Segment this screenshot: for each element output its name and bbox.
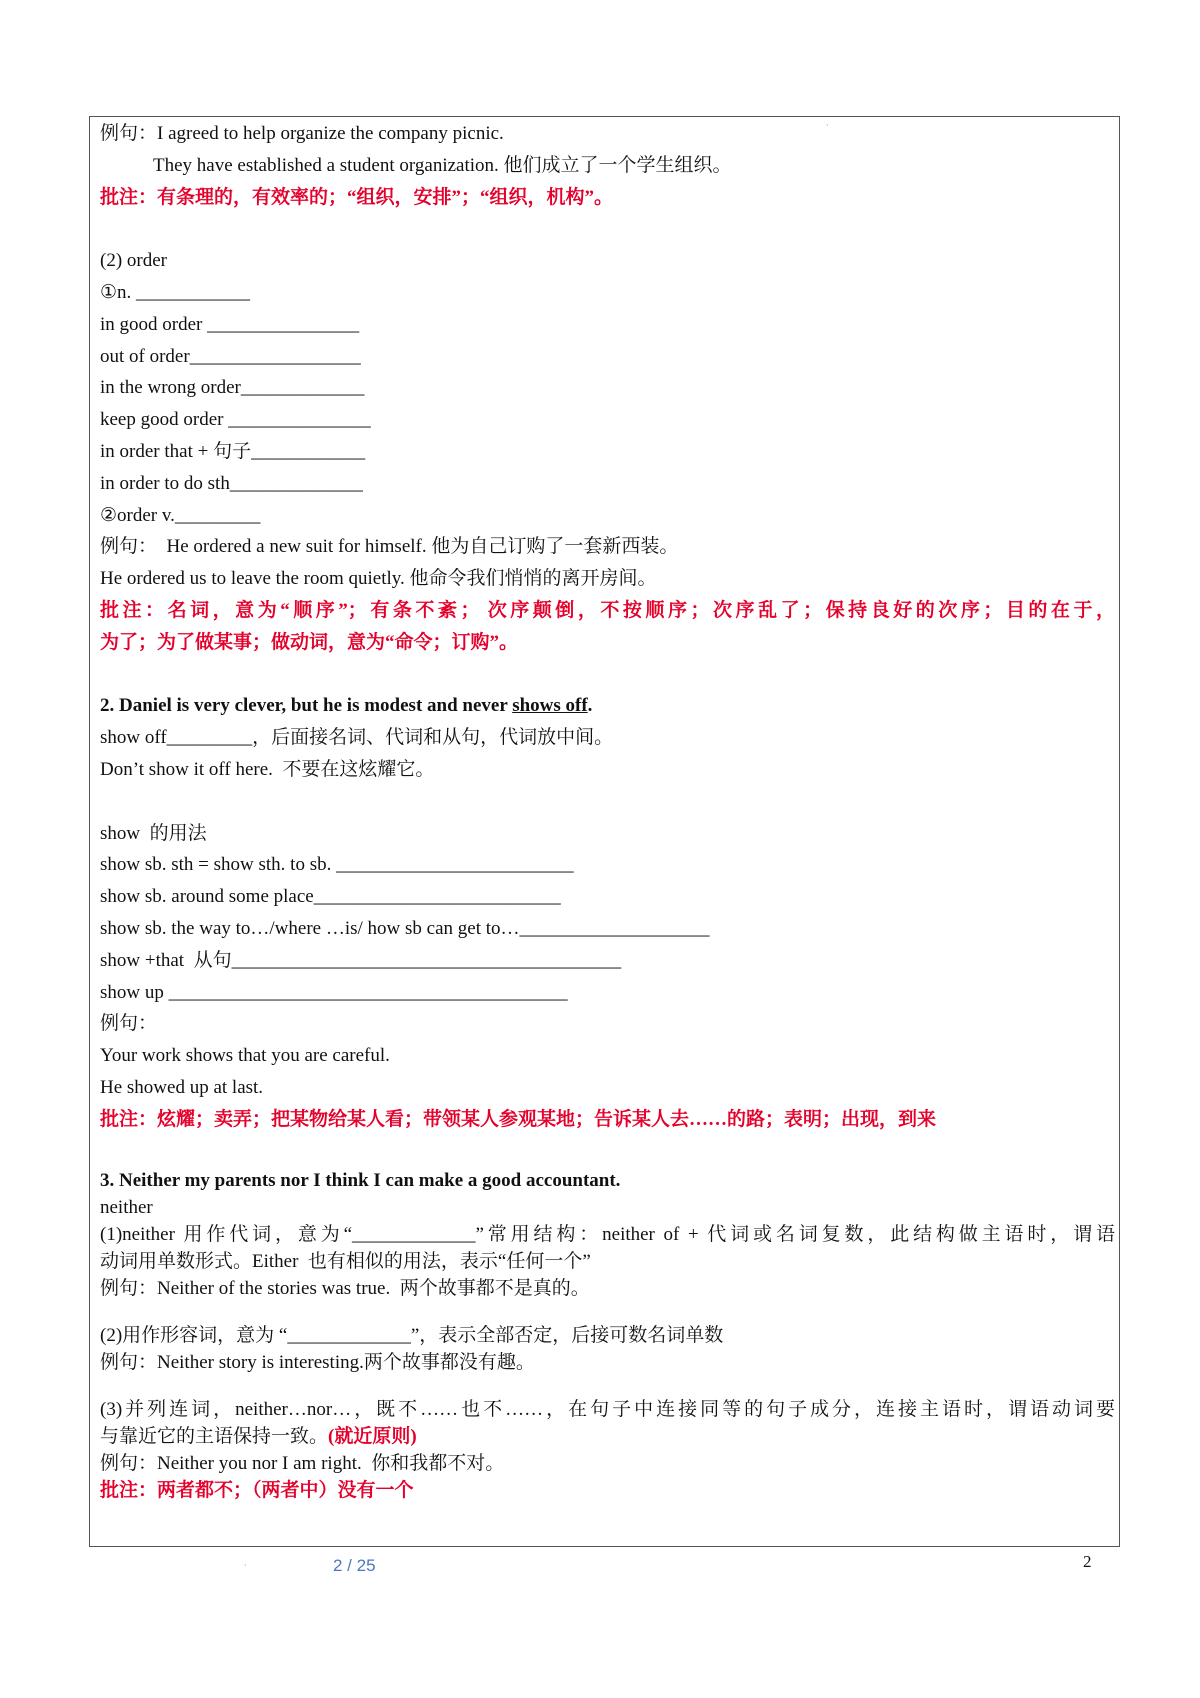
- fill-blank-line: ②order v._________: [100, 504, 261, 526]
- annotation-note: 批注：两者都不；（两者中）没有一个: [100, 1480, 414, 1502]
- section-heading: 3. Neither my parents nor I think I can make a good accountant.: [100, 1170, 621, 1192]
- section-heading: (2) order: [100, 250, 167, 272]
- subheading: show 的用法: [100, 822, 207, 844]
- explanation-text: 与靠近它的主语保持一致。(就近原则): [100, 1426, 417, 1448]
- page-indicator: 2 / 25: [333, 1556, 376, 1575]
- example-sentence: 例句：Neither of the stories was true. 两个故事都不是真的。: [100, 1278, 590, 1300]
- fill-blank-line: show up __________________________________________: [100, 981, 568, 1003]
- fill-blank-line: out of order__________________: [100, 345, 361, 367]
- example-sentence: Don’t show it off here. 不要在这炫耀它。: [100, 758, 435, 780]
- example-sentence: 例句：I agreed to help organize the company picnic.: [100, 123, 504, 144]
- document-body: [100, 118, 1115, 1504]
- explanation-text: (1)neither 用作代词，意为“_____________”常用结构：neither of + 代词或名词复数，此结构做主语时，谓语: [100, 1224, 1115, 1246]
- fill-blank-line: show off_________，后面接名词、代词和从句，代词放中间。: [100, 727, 614, 749]
- rule-label: (就近原则): [328, 1426, 417, 1448]
- fill-blank-line: in order that + 句子____________: [100, 440, 366, 462]
- subheading: neither: [100, 1197, 153, 1219]
- annotation-note: 批注：有条理的，有效率的；“组织，安排”；“组织，机构”。: [100, 186, 614, 208]
- example-sentence: 例句： He ordered a new suit for himself. 他为自己订购了一套新西装。: [100, 536, 679, 558]
- example-sentence: They have established a student organization. 他们成立了一个学生组织。: [153, 154, 732, 176]
- fill-blank-line: show +that 从句_________________________________________: [100, 949, 622, 971]
- annotation-note: 批注：名词，意为“顺序”；有条不紊； 次序颠倒，不按顺序；次序乱了；保持良好的次序；目的在于，: [100, 599, 1115, 621]
- fill-blank-line: show sb. the way to…/where …is/ how sb can get to…____________________: [100, 917, 710, 939]
- explanation-text: (2)用作形容词，意为 “_____________”，表示全部否定，后接可数名词单数: [100, 1325, 724, 1347]
- annotation-note: 为了；为了做某事；做动词，意为“命令；订购”。: [100, 631, 519, 653]
- fill-blank-line: show sb. sth = show sth. to sb. _________________________: [100, 854, 574, 876]
- example-sentence: He showed up at last.: [100, 1076, 264, 1098]
- example-sentence: Your work shows that you are careful.: [100, 1045, 390, 1067]
- fill-blank-line: ①n. ____________: [100, 281, 251, 303]
- example-sentence: He ordered us to leave the room quietly. 他命令我们悄悄的离开房间。: [100, 568, 657, 590]
- section-heading: 2. Daniel is very clever, but he is modest and never shows off.: [100, 695, 593, 717]
- explanation-text: (3)并列连词，neither…nor…，既不……也不……，在句子中连接同等的句子成分，连接主语时，谓语动词要: [100, 1399, 1115, 1421]
- fill-blank-line: show sb. around some place__________________________: [100, 886, 561, 908]
- example-sentence: 例句：Neither you nor I am right. 你和我都不对。: [100, 1453, 505, 1475]
- fill-blank-line: in the wrong order_____________: [100, 377, 365, 399]
- page-number: 2: [1083, 1552, 1092, 1571]
- annotation-note: 批注：炫耀；卖弄；把某物给某人看；带领某人参观某地；告诉某人去……的路；表明；出现，到来: [100, 1108, 937, 1130]
- explanation-text: 动词用单数形式。Either 也有相似的用法，表示“任何一个”: [100, 1251, 591, 1273]
- speck-mark: ·: [826, 121, 829, 130]
- speck-mark: ·: [244, 1561, 247, 1570]
- fill-blank-line: in order to do sth______________: [100, 472, 363, 494]
- fill-blank-line: keep good order _______________: [100, 409, 371, 431]
- example-sentence: 例句：Neither story is interesting.两个故事都没有趣。: [100, 1352, 535, 1374]
- underlined-phrase: shows off: [512, 695, 588, 717]
- fill-blank-line: in good order ________________: [100, 313, 360, 335]
- example-label: 例句：: [100, 1013, 158, 1035]
